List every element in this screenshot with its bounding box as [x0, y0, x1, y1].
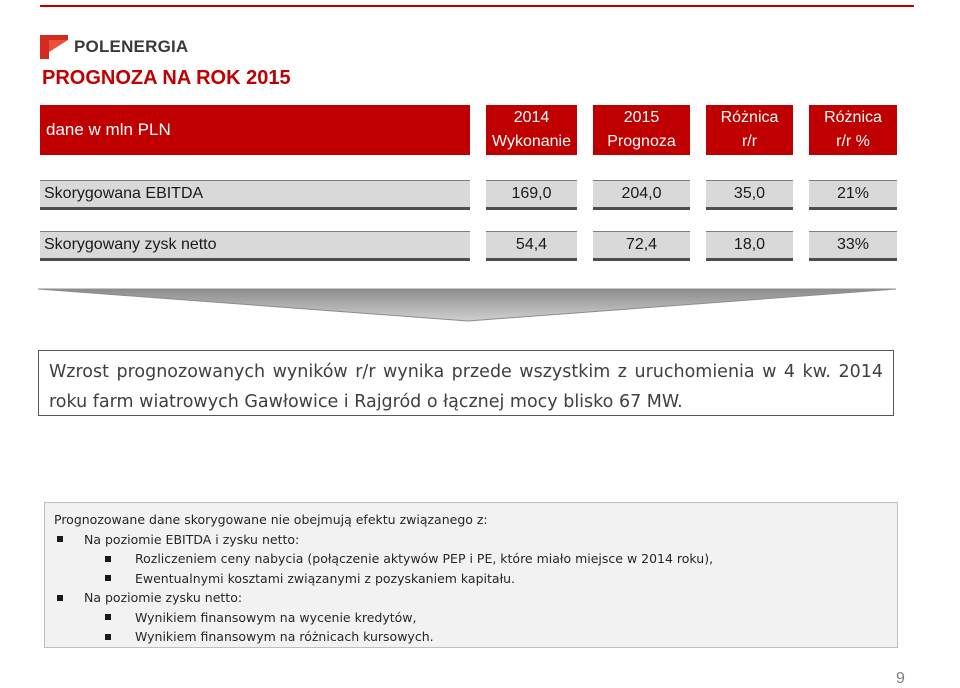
- row-label-ebitda: Skorygowana EBITDA: [40, 180, 470, 210]
- table-unit-label: dane w mln PLN: [40, 105, 470, 155]
- list-item: [54, 569, 888, 589]
- logo-mark-icon: [40, 35, 68, 59]
- bullet-square-icon: [105, 614, 111, 620]
- logo-text: POLENERGIA: [74, 37, 189, 56]
- cell-ebitda-diff-pct: 21%: [809, 180, 897, 210]
- logo: [40, 34, 188, 60]
- notes-intro: Prognozowane dane skorygowane nie obejmują efektu związanego z:: [54, 512, 488, 527]
- list-item: [54, 608, 888, 628]
- list-item-text: Rozliczeniem ceny nabycia (połączenie aktywów PEP i PE, które miało miejsce w 2014 roku),: [135, 551, 714, 566]
- col-header-line1: Różnica: [824, 109, 882, 126]
- top-accent-line: [40, 5, 914, 7]
- col-header-line2: Prognoza: [607, 133, 676, 150]
- list-item: [54, 530, 888, 550]
- col-header-line1: Różnica: [720, 109, 779, 126]
- cell-ebitda-diff: 35,0: [706, 180, 793, 210]
- col-header-diff-pct: [809, 105, 897, 155]
- cell-ebitda-2015: 204,0: [593, 180, 690, 210]
- list-item-text: Ewentualnymi kosztami związanymi z pozyskaniem kapitału.: [135, 570, 516, 586]
- col-header-2015: [593, 105, 690, 155]
- cell-net-diff-pct: 33%: [809, 231, 897, 261]
- page-title: PROGNOZA NA ROK 2015: [42, 67, 291, 89]
- col-header-line2: Wykonanie: [491, 133, 571, 150]
- bullet-square-icon: [105, 575, 111, 581]
- col-header-line2: r/r %: [836, 133, 870, 150]
- cell-ebitda-2014: 169,0: [486, 180, 577, 210]
- forecast-explanation: Wzrost prognozowanych wyników r/r wynika przede wszystkim z uruchomienia w 4 kw. 2014 roku farm wiatrowych Gawłowice i Rajgród o łącznej mocy blisko 67 MW.: [38, 350, 894, 416]
- row-label-net-profit: Skorygowany zysk netto: [40, 231, 470, 261]
- col-header-line2: r/r: [741, 133, 758, 150]
- col-header-line1: 2014: [513, 109, 550, 126]
- bullet-square-icon: [105, 556, 111, 562]
- down-arrow-icon: [38, 287, 898, 323]
- cell-net-diff: 18,0: [706, 231, 793, 261]
- list-item-text: Wynikiem finansowym na wycenie kredytów,: [135, 609, 417, 625]
- col-header-line1: 2015: [623, 109, 660, 126]
- list-item-text: Wynikiem finansowym na różnicach kursowych.: [135, 629, 434, 644]
- list-item: [54, 549, 888, 569]
- col-header-2014: [486, 105, 577, 155]
- list-item-text: Na poziomie EBITDA i zysku netto:: [84, 531, 300, 547]
- list-item: [54, 588, 888, 608]
- bullet-square-icon: [57, 595, 63, 601]
- col-header-diff: [706, 105, 793, 155]
- bullet-square-icon: [105, 634, 111, 640]
- page-number: 9: [896, 670, 905, 687]
- cell-net-2015: 72,4: [593, 231, 690, 261]
- list-item-text: Na poziomie zysku netto:: [84, 590, 243, 605]
- cell-net-2014: 54,4: [486, 231, 577, 261]
- notes-box: [44, 502, 898, 648]
- list-item: [54, 627, 888, 647]
- bullet-square-icon: [57, 536, 63, 542]
